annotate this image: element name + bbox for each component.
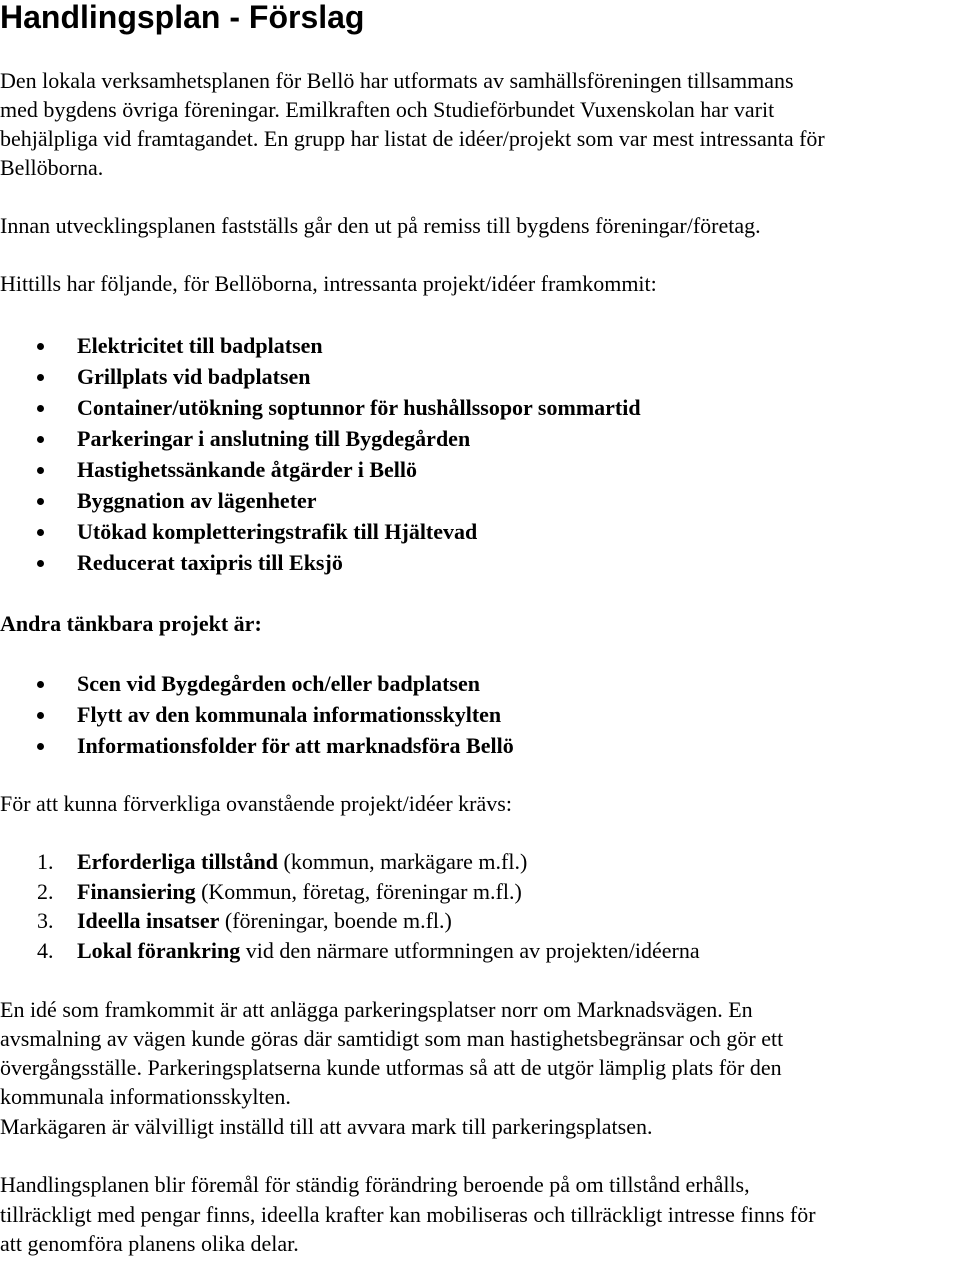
item-bold-text: Erforderliga tillstånd xyxy=(77,849,279,874)
item-text: (Kommun, företag, föreningar m.fl.) xyxy=(195,879,522,904)
bullet-icon xyxy=(37,436,44,443)
list-item-text: Elektricitet till badplatsen xyxy=(77,333,323,358)
list-item-text: Flytt av den kommunala informationsskylten xyxy=(77,702,502,727)
intro-line: med bygdens övriga föreningar. Emilkraften och Studieförbundet Vuxenskolan har varit xyxy=(0,97,775,122)
bullet-icon xyxy=(37,681,44,688)
list-item-text: Informationsfolder för att marknadsföra Bellö xyxy=(77,733,514,758)
closing-line: att genomföra planens olika delar. xyxy=(0,1231,299,1256)
item-number: 1. xyxy=(37,849,54,874)
page-title: Handlingsplan - Förslag xyxy=(0,0,365,35)
bullet-icon xyxy=(37,529,44,536)
bullet-icon xyxy=(37,743,44,750)
item-number: 4. xyxy=(37,938,54,963)
intro-line: Den lokala verksamhetsplanen för Bellö har utformats av samhällsföreningen tillsammans xyxy=(0,68,794,93)
bullet-icon xyxy=(37,560,44,567)
bullet-icon xyxy=(37,405,44,412)
parking-line: En idé som framkommit är att anlägga parkeringsplatser norr om Marknadsvägen. En xyxy=(0,997,753,1022)
other-projects-heading: Andra tänkbara projekt är: xyxy=(0,611,262,636)
bullet-icon xyxy=(37,343,44,350)
parking-line: övergångsställe. Parkeringsplatserna kunde utformas så att de utgör lämplig plats för den xyxy=(0,1055,782,1080)
bullet-icon xyxy=(37,374,44,381)
list-item-text: Container/utökning soptunnor för hushållssopor sommartid xyxy=(77,395,641,420)
remiss-paragraph: Innan utvecklingsplanen fastställs går den ut på remiss till bygdens föreningar/företag. xyxy=(0,213,761,238)
bullet-icon xyxy=(37,498,44,505)
list-item-text: Scen vid Bygdegården och/eller badplatsen xyxy=(77,671,480,696)
item-number: 3. xyxy=(37,908,54,933)
projects-intro: Hittills har följande, för Bellöborna, intressanta projekt/idéer framkommit: xyxy=(0,271,657,296)
item-bold-text: Finansiering xyxy=(77,879,196,904)
bullet-icon xyxy=(37,712,44,719)
list-item-text: Grillplats vid badplatsen xyxy=(77,364,311,389)
list-item-text: Utökad kompletteringstrafik till Hjältevad xyxy=(77,519,478,544)
item-bold-text: Lokal förankring xyxy=(77,938,241,963)
item-bold-text: Ideella insatser xyxy=(77,908,220,933)
list-item-text: Hastighetssänkande åtgärder i Bellö xyxy=(77,457,418,482)
item-text: vid den närmare utformningen av projekten/idéerna xyxy=(240,938,700,963)
parking-line: avsmalning av vägen kunde göras där samtidigt som man hastighetsbegränsar och gör ett xyxy=(0,1026,784,1051)
item-text: (föreningar, boende m.fl.) xyxy=(219,908,452,933)
closing-line: Handlingsplanen blir föremål för ständig förändring beroende på om tillstånd erhålls, xyxy=(0,1172,750,1197)
list-item-text: Byggnation av lägenheter xyxy=(77,488,317,513)
intro-line: Bellöborna. xyxy=(0,155,104,180)
list-item-text: Parkeringar i anslutning till Bygdegården xyxy=(77,426,471,451)
list-item-text: Reducerat taxipris till Eksjö xyxy=(77,550,343,575)
closing-line: tillräckligt med pengar finns, ideella krafter kan mobiliseras och tillräckligt intresse finns för xyxy=(0,1202,816,1227)
parking-line: Markägaren är välvilligt inställd till att avvara mark till parkeringsplatsen. xyxy=(0,1114,653,1139)
item-text: (kommun, markägare m.fl.) xyxy=(278,849,528,874)
requirements-intro: För att kunna förverkliga ovanstående projekt/idéer krävs: xyxy=(0,791,512,816)
intro-line: behjälpliga vid framtagandet. En grupp har listat de idéer/projekt som var mest intressanta för xyxy=(0,126,825,151)
item-number: 2. xyxy=(37,879,54,904)
parking-line: kommunala informationsskylten. xyxy=(0,1084,291,1109)
bullet-icon xyxy=(37,467,44,474)
